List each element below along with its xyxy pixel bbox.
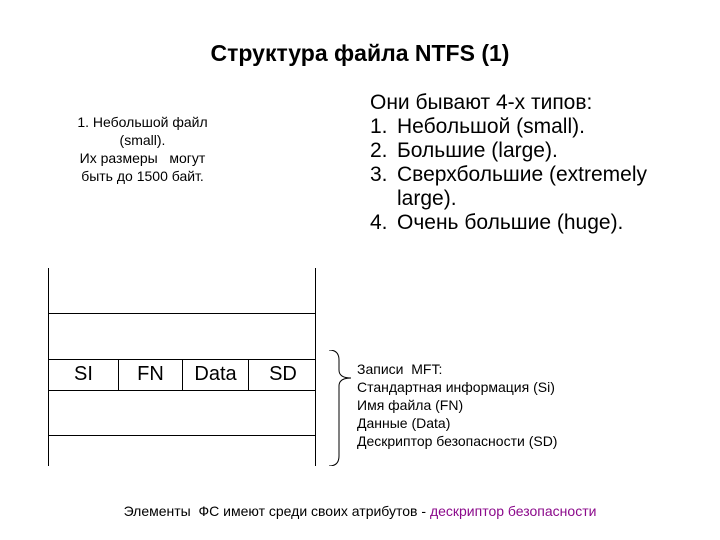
file-type-item [370, 139, 710, 163]
file-types-intro: Они бывают 4-х типов: [370, 91, 593, 114]
slide-title: Структура файла NTFS (1) [210, 40, 510, 66]
file-type-text: Большие (large). [397, 139, 558, 162]
footer-text: Элементы ФС имеют среди своих атрибутов - [123, 503, 430, 519]
small-file-note-line: Их размеры могут [79, 150, 206, 166]
file-types-list [370, 91, 710, 235]
footer-note [0, 503, 720, 519]
mft-row-divider [49, 313, 315, 314]
mft-row-divider [49, 390, 315, 391]
record-field-data: Data [183, 359, 249, 390]
small-file-note [40, 113, 245, 185]
mft-legend-item: Стандартная информация (Si) [357, 379, 555, 395]
file-type-number: 3. [370, 163, 388, 186]
file-type-number: 2. [370, 139, 388, 162]
file-type-number: 1. [370, 115, 388, 138]
file-type-item [370, 211, 710, 235]
footer-highlight: дескриптор безопасности [429, 503, 597, 519]
file-type-text: Сверхбольшие (extremely large). [397, 163, 648, 210]
small-file-note-line: 1. Небольшой файл [77, 114, 208, 130]
record-field-fn: FN [119, 359, 183, 390]
record-field-si: SI [49, 359, 119, 390]
small-file-note-line: (small). [119, 132, 166, 148]
file-type-text: Очень большие (huge). [397, 211, 624, 234]
mft-legend-heading: Записи MFT: [357, 361, 443, 377]
mft-legend-item: Имя файла (FN) [357, 397, 464, 413]
mft-table [48, 268, 316, 466]
file-type-item [370, 163, 710, 211]
mft-record-small-file [49, 359, 315, 390]
mft-legend-item: Данные (Data) [357, 415, 451, 431]
file-type-item [370, 115, 710, 139]
mft-legend [357, 360, 707, 450]
file-type-number: 4. [370, 211, 388, 234]
mft-legend-item: Дескриптор безопасности (SD) [357, 433, 558, 449]
small-file-note-line: быть до 1500 байт. [81, 168, 204, 184]
file-type-text: Небольшой (small). [397, 115, 585, 138]
record-field-sd: SD [269, 363, 297, 385]
curly-brace-icon [327, 350, 355, 466]
mft-row-divider [49, 435, 315, 436]
